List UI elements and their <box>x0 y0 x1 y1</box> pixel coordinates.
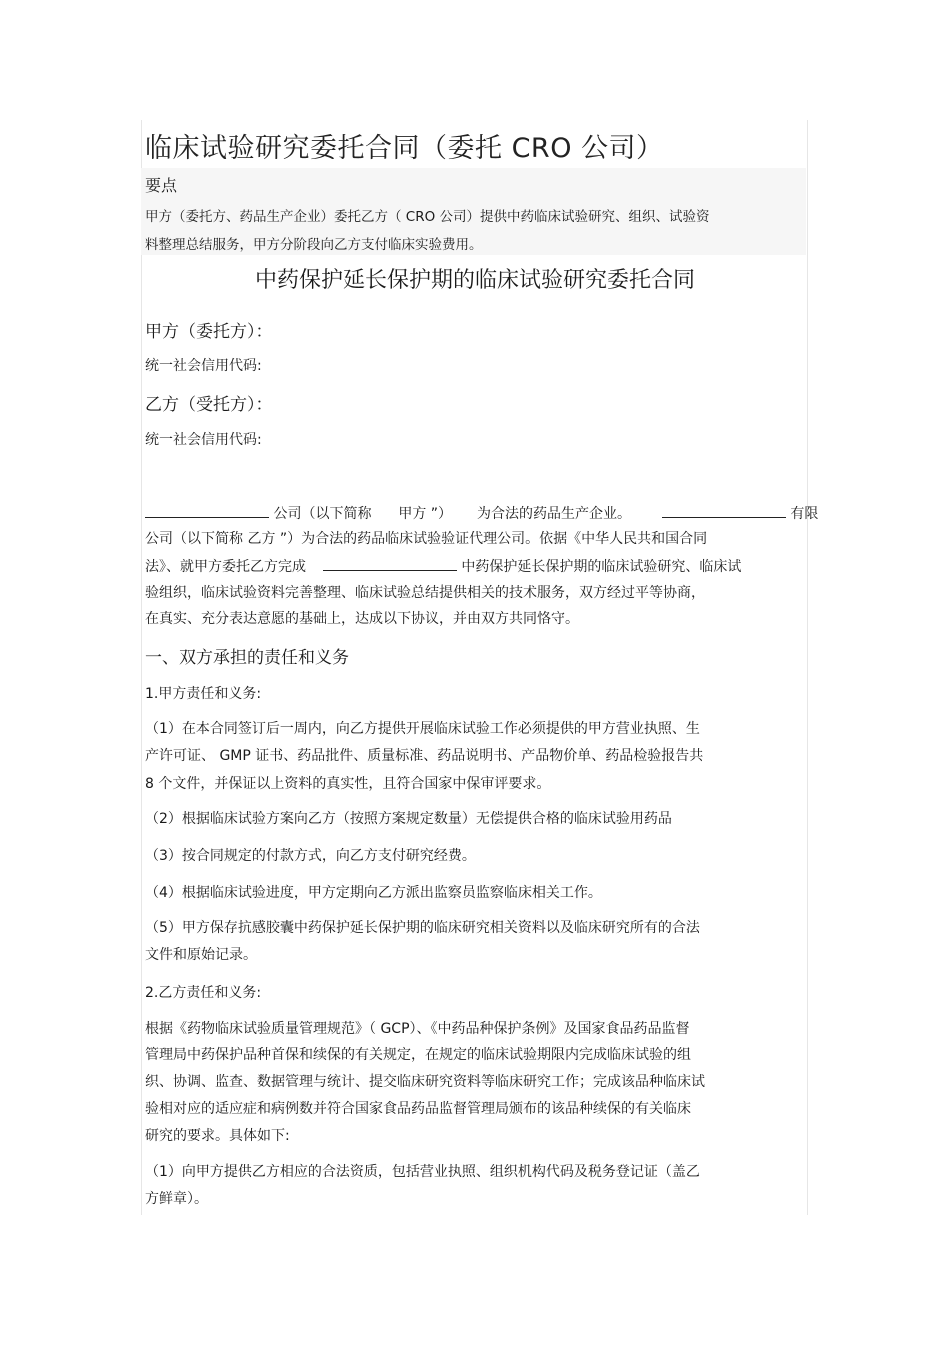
document-title: 临床试验研究委托合同（委托 CRO 公司） <box>145 133 664 164</box>
duty-a5-line-1: （5）甲方保存抗感胶囊中药保护延长保护期的临床研究相关资料以及临床研究所有的合法 <box>145 920 700 936</box>
preamble-text: 甲方 ”） <box>398 506 453 522</box>
preamble-text: 中药保护延长保护期的临床试验研究、临床试 <box>461 559 742 575</box>
party-a-credit-code: 统一社会信用代码: <box>145 358 262 374</box>
summary-label: 要点 <box>145 176 178 195</box>
party-b-credit-code: 统一社会信用代码: <box>145 432 262 448</box>
blank-product-name <box>323 556 457 571</box>
duty-b-para-line-4: 验相对应的适应症和病例数并符合国家食品药品监督管理局颁布的该品种续保的有关临床 <box>145 1101 691 1117</box>
duty-a5-line-2: 文件和原始记录。 <box>145 947 257 963</box>
summary-line-1: 甲方（委托方、药品生产企业）委托乙方（ CRO 公司）提供中药临床试验研究、组织、试验资 <box>145 209 710 225</box>
preamble-text: 为合法的药品生产企业。 <box>476 506 631 522</box>
party-b-duties-heading: 2.乙方责任和义务: <box>145 985 262 1001</box>
duty-a1-line-2: 产许可证、 GMP 证书、药品批件、质量标准、药品说明书、产品物价单、药品检验报告共 <box>145 748 704 764</box>
duty-b-para-line-1: 根据《药物临床试验质量管理规范》（ GCP）、《中药品种保护条例》及国家食品药品监督 <box>145 1021 690 1037</box>
contract-subtitle: 中药保护延长保护期的临床试验研究委托合同 <box>254 268 695 293</box>
duty-a3: （3）按合同规定的付款方式，向乙方支付研究经费。 <box>145 848 476 864</box>
party-b-label: 乙方（受托方）： <box>145 395 273 415</box>
party-a-duties-heading: 1.甲方责任和义务: <box>145 686 262 702</box>
duty-a1-line-1: （1）在本合同签订后一周内，向乙方提供开展临床试验工作必须提供的甲方营业执照、生 <box>145 721 700 737</box>
duty-b1-line-1: （1）向甲方提供乙方相应的合法资质，包括营业执照、组织机构代码及税务登记证（盖乙 <box>145 1164 700 1180</box>
duty-a2: （2）根据临床试验方案向乙方（按照方案规定数量）无偿提供合格的临床试验用药品 <box>145 811 672 827</box>
preamble-text: 法》、就甲方委托乙方完成 <box>145 559 306 575</box>
duty-b-para-line-3: 织、协调、监查、数据管理与统计、提交临床研究资料等临床研究工作；完成该品种临床试 <box>145 1074 705 1090</box>
preamble-text: 公司（以下简称 <box>273 506 372 522</box>
preamble-line-5: 在真实、充分表达意愿的基础上，达成以下协议，并由双方共同恪守。 <box>145 611 579 627</box>
party-a-label: 甲方（委托方）： <box>145 322 273 342</box>
duty-a4: （4）根据临床试验进度，甲方定期向乙方派出监察员监察临床相关工作。 <box>145 885 602 901</box>
duty-a1-line-3: 8 个文件，并保证以上资料的真实性，且符合国家中保审评要求。 <box>145 776 551 792</box>
section-1-heading: 一、双方承担的责任和义务 <box>145 648 349 668</box>
preamble-line-2: 公司（以下简称 乙方 ”）为合法的药品临床试验验证代理公司。依据《中华人民共和国合同 <box>145 531 708 547</box>
preamble-line-4: 验组织，临床试验资料完善整理、临床试验总结提供相关的技术服务，双方经过平等协商， <box>145 585 705 601</box>
duty-b-para-line-2: 管理局中药保护品种首保和续保的有关规定，在规定的临床试验期限内完成临床试验的组 <box>145 1047 691 1063</box>
duty-b-para-line-5: 研究的要求。具体如下: <box>145 1128 290 1144</box>
blank-company-a <box>145 503 269 518</box>
preamble-text: 有限 <box>790 506 819 522</box>
preamble-line-3 <box>145 556 741 576</box>
blank-company-b <box>662 503 786 518</box>
duty-b1-line-2: 方鲜章）。 <box>145 1191 208 1207</box>
summary-line-2: 料整理总结服务，甲方分阶段向乙方支付临床实验费用。 <box>145 237 483 253</box>
preamble-line-1 <box>145 503 818 523</box>
